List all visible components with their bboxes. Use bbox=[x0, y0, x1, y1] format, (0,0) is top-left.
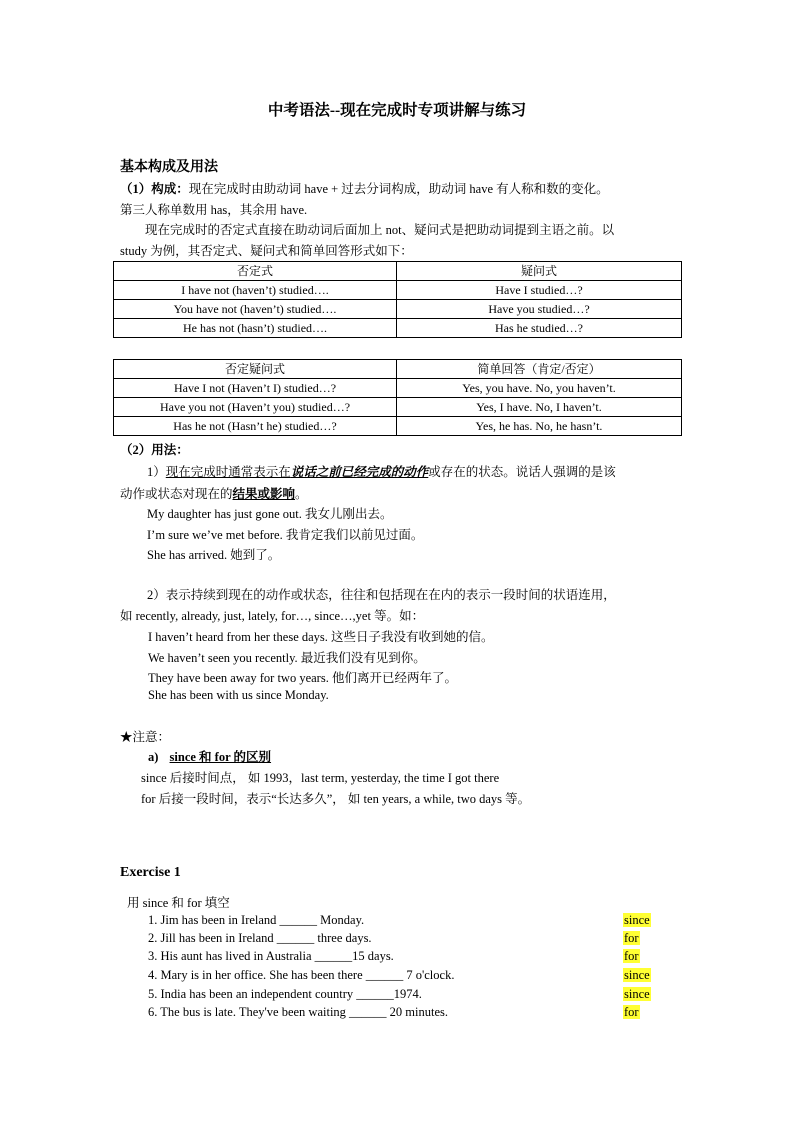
usage-1-line2 bbox=[120, 484, 308, 502]
example-sentence: She has been with us since Monday. bbox=[148, 688, 329, 702]
example-sentence: I haven’t heard from her these days. 这些日子我没有收到她的信。 bbox=[148, 630, 494, 644]
exercise-question: 1. Jim has been in Ireland ______ Monday. bbox=[148, 913, 365, 927]
exercise-answer bbox=[623, 949, 640, 964]
answer-highlight: for bbox=[624, 949, 639, 963]
paragraph-structure bbox=[120, 179, 609, 197]
answer-highlight: for bbox=[624, 1005, 639, 1019]
usage-1-num: 1） bbox=[147, 465, 166, 479]
table-cell: He has not (hasn’t) studied…. bbox=[114, 319, 397, 338]
table-cell: I have not (haven’t) studied…. bbox=[114, 281, 397, 300]
usage-1-line2-a: 动作或状态对现在的 bbox=[120, 487, 233, 501]
table-cell: Have I studied…? bbox=[397, 281, 682, 300]
table-header: 简单回答（肯定/否定） bbox=[397, 360, 682, 379]
table-cell: Has he not (Hasn’t he) studied…? bbox=[114, 417, 397, 436]
usage-1-line1 bbox=[147, 462, 616, 480]
exercise-question: 3. His aunt has lived in Australia ______15 days. bbox=[148, 949, 394, 963]
table-row bbox=[114, 319, 682, 338]
usage-1-part-c: 或存在的状态。说话人强调的是该 bbox=[428, 465, 616, 479]
structure-label: （1）构成： bbox=[120, 182, 189, 196]
exercise-answer bbox=[623, 968, 651, 983]
table-header: 否定式 bbox=[114, 262, 397, 281]
table-row bbox=[114, 379, 682, 398]
table-header-row bbox=[114, 360, 682, 379]
forms-table-1 bbox=[113, 261, 682, 338]
example-sentence: I’m sure we’ve met before. 我肯定我们以前见过面。 bbox=[147, 528, 424, 542]
exercise-answer bbox=[623, 987, 651, 1002]
usage-1-line2-c: 。 bbox=[295, 487, 308, 501]
negation-line1: 现在完成时的否定式直接在助动词后面加上 not、疑问式是把助动词提到主语之前。以 bbox=[145, 223, 615, 237]
exercise-question: 4. Mary is in her office. She has been there ______ 7 o'clock. bbox=[148, 968, 455, 982]
table-row bbox=[114, 417, 682, 436]
table-cell: Have you not (Haven’t you) studied…? bbox=[114, 398, 397, 417]
exercise-instruction: 用 since 和 for 填空 bbox=[127, 896, 230, 910]
negation-line2: study 为例，其否定式、疑问式和简单回答形式如下： bbox=[120, 244, 413, 258]
table-row bbox=[114, 300, 682, 319]
exercise-answer bbox=[623, 931, 640, 946]
usage-2-line1: 2）表示持续到现在的动作或状态，往往和包括现在在内的表示一段时间的状语连用， bbox=[147, 588, 616, 602]
section-heading: 基本构成及用法 bbox=[120, 160, 218, 175]
usage-label: （2）用法： bbox=[120, 443, 189, 457]
table-header-row bbox=[114, 262, 682, 281]
exercise-answer bbox=[623, 1005, 640, 1020]
exercise-question: 6. The bus is late. They've been waiting ______ 20 minutes. bbox=[148, 1005, 449, 1019]
note-label: ★注意： bbox=[120, 730, 171, 744]
usage-1-result: 结果或影响 bbox=[232, 487, 296, 501]
answer-highlight: since bbox=[624, 987, 650, 1001]
exercise-question: 2. Jill has been in Ireland ______ three days. bbox=[148, 931, 372, 945]
example-sentence: My daughter has just gone out. 我女儿刚出去。 bbox=[147, 507, 393, 521]
note-line: since 后接时间点， 如 1993，last term, yesterday, the time I got there bbox=[141, 771, 500, 785]
table-cell: Yes, he has. No, he hasn’t. bbox=[397, 417, 682, 436]
example-sentence: She has arrived. 她到了。 bbox=[147, 548, 281, 562]
note-sub-label: a) bbox=[148, 750, 159, 764]
exercise-heading: Exercise 1 bbox=[120, 865, 181, 880]
table-row bbox=[114, 398, 682, 417]
example-sentence: They have been away for two years. 他们离开已经两年了。 bbox=[148, 671, 457, 685]
usage-1-part-a: 现在完成时通常表示在 bbox=[165, 465, 291, 479]
answer-highlight: since bbox=[624, 968, 650, 982]
usage-1-emphasis: 说话之前已经完成的动作 bbox=[290, 465, 429, 479]
page-title: 中考语法--现在完成时专项讲解与练习 bbox=[267, 102, 527, 119]
forms-table-2 bbox=[113, 359, 682, 436]
note-sub-title: since 和 for 的区别 bbox=[169, 750, 272, 764]
answer-highlight: for bbox=[624, 931, 639, 945]
exercise-answer bbox=[623, 913, 651, 928]
answer-highlight: since bbox=[624, 913, 650, 927]
table-cell: Yes, you have. No, you haven’t. bbox=[397, 379, 682, 398]
table-header: 否定疑问式 bbox=[114, 360, 397, 379]
table-cell: Have I not (Haven’t I) studied…? bbox=[114, 379, 397, 398]
example-sentence: We haven’t seen you recently. 最近我们没有见到你。 bbox=[148, 651, 426, 665]
table-header: 疑问式 bbox=[397, 262, 682, 281]
table-cell: Have you studied…? bbox=[397, 300, 682, 319]
table-cell: You have not (haven’t) studied…. bbox=[114, 300, 397, 319]
structure-text: 现在完成时由助动词 have + 过去分词构成，助动词 have 有人称和数的变化。 bbox=[188, 182, 609, 196]
note-subheading bbox=[148, 747, 271, 765]
usage-2-line2: 如 recently, already, just, lately, for…, since…,yet 等。如： bbox=[120, 609, 425, 623]
table-row bbox=[114, 281, 682, 300]
structure-line2: 第三人称单数用 has，其余用 have. bbox=[120, 203, 308, 217]
exercise-question: 5. India has been an independent country ______1974. bbox=[148, 987, 422, 1001]
table-cell: Yes, I have. No, I haven’t. bbox=[397, 398, 682, 417]
table-cell: Has he studied…? bbox=[397, 319, 682, 338]
note-line: for 后接一段时间，表示“长达多久”， 如 ten years, a while, two days 等。 bbox=[141, 792, 531, 806]
